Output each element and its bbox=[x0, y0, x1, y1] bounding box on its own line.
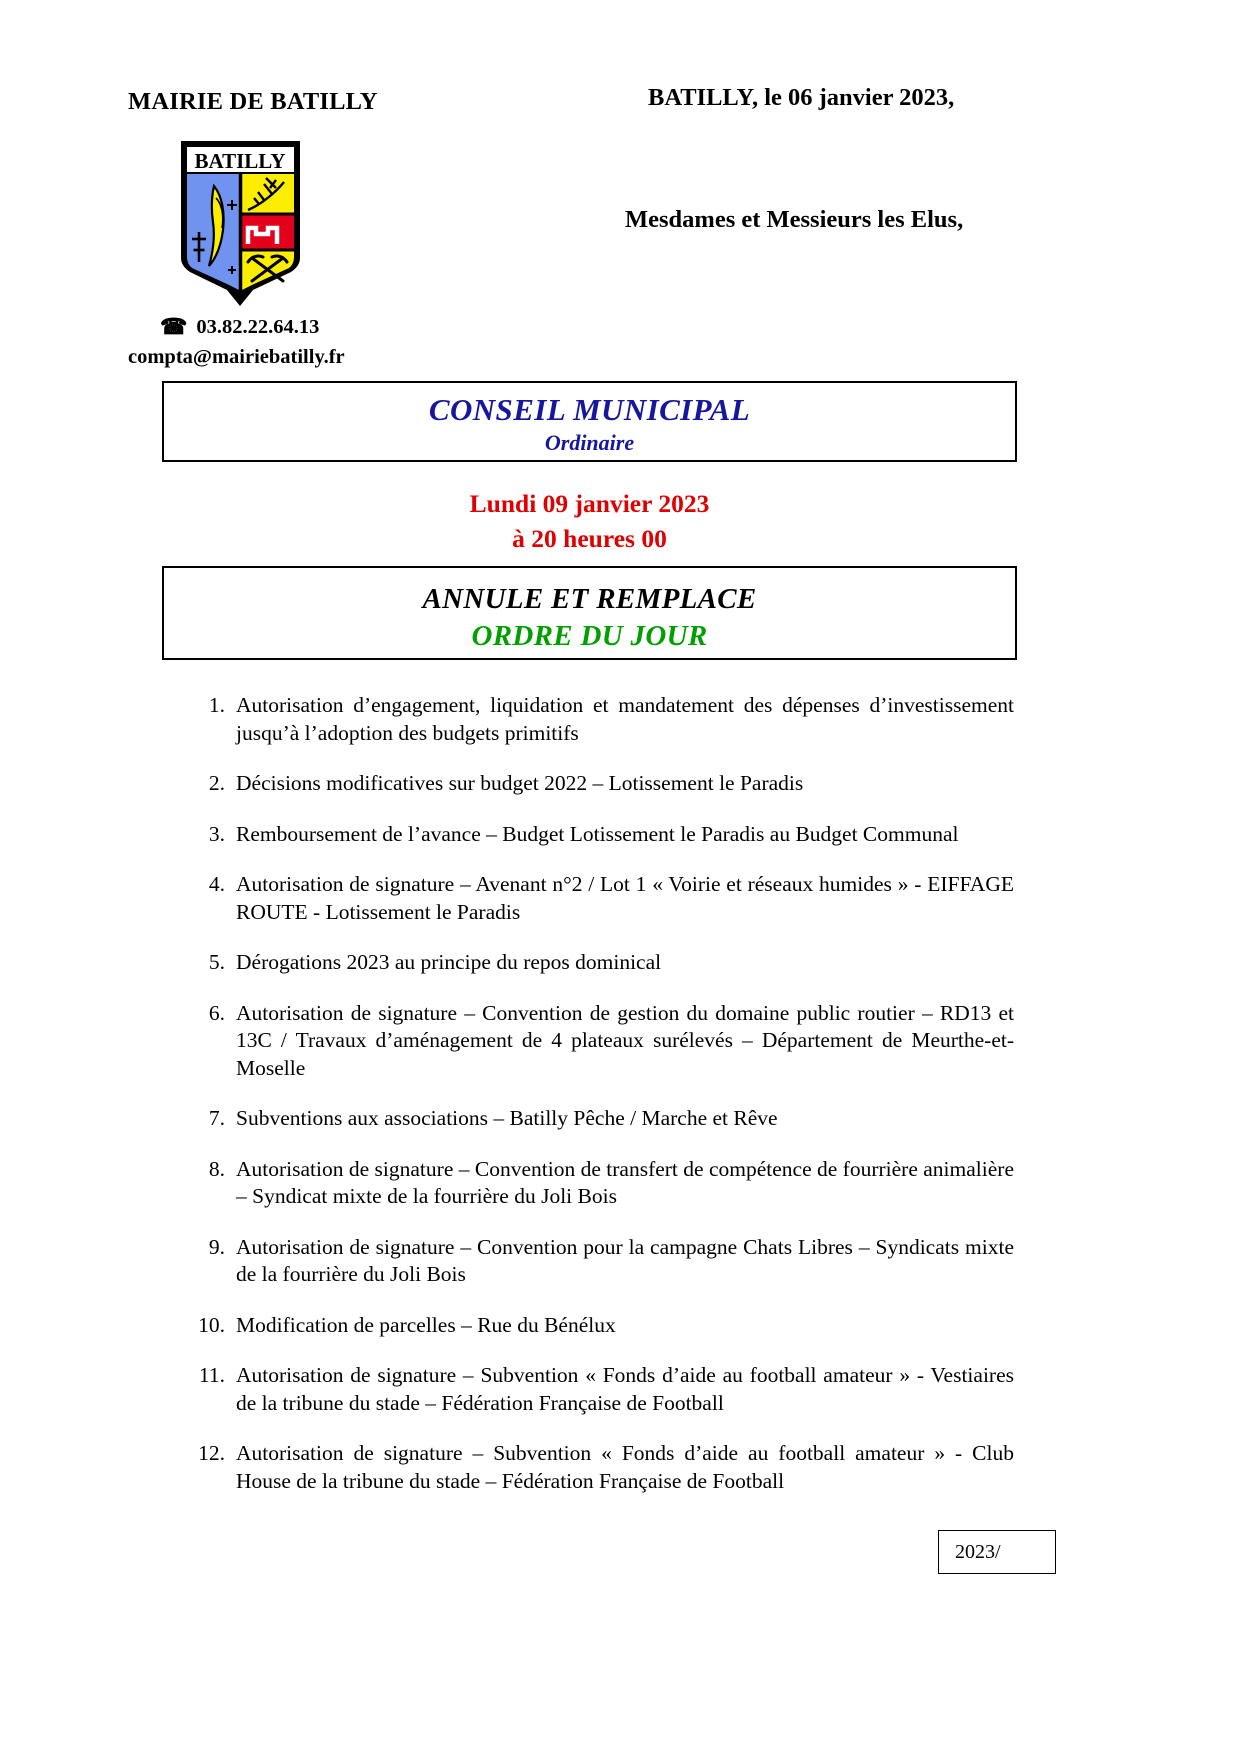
list-item-number: 5. bbox=[208, 950, 225, 975]
list-item bbox=[196, 871, 1014, 926]
list-item-text: Autorisation de signature – Convention de gestion du domaine public routier – RD13 et 13C / Travaux d’aménagement de 4 plateaux surélevés – Département de Meurthe-et-Moselle bbox=[236, 1000, 1014, 1080]
footer-reference-text: 2023/ bbox=[955, 1540, 1001, 1563]
list-item-text: Autorisation de signature – Convention pour la campagne Chats Libres – Syndicats mixte de la fourrière du Joli Bois bbox=[236, 1234, 1014, 1287]
list-item-number: 9. bbox=[208, 1234, 225, 1259]
list-item-number: 8. bbox=[208, 1156, 225, 1181]
svg-text:BATILLY: BATILLY bbox=[194, 149, 286, 173]
list-item-text: Subventions aux associations – Batilly Pêche / Marche et Rêve bbox=[236, 1106, 778, 1131]
footer-reference-box bbox=[938, 1530, 1056, 1574]
conseil-municipal-box bbox=[162, 381, 1017, 462]
list-item bbox=[196, 1000, 1014, 1083]
ordre-du-jour-title: ORDRE DU JOUR bbox=[471, 619, 708, 652]
mairie-title: MAIRIE DE BATILLY bbox=[128, 88, 378, 115]
salutation-line: Mesdames et Messieurs les Elus, bbox=[625, 206, 964, 233]
list-item-number: 12. bbox=[198, 1441, 225, 1466]
email-address[interactable]: compta@mairiebatilly.fr bbox=[128, 346, 345, 368]
list-item-text: Modification de parcelles – Rue du Bénélux bbox=[236, 1312, 616, 1337]
list-item bbox=[196, 1440, 1014, 1495]
agenda-list bbox=[196, 692, 1014, 1518]
annule-remplace-title: ANNULE ET REMPLACE bbox=[422, 583, 757, 615]
list-item-number: 4. bbox=[208, 872, 225, 897]
list-item bbox=[196, 770, 1014, 798]
batilly-coat-of-arms bbox=[178, 138, 303, 310]
list-item-number: 1. bbox=[208, 693, 225, 717]
list-item-number: 11. bbox=[198, 1363, 225, 1388]
list-item bbox=[196, 821, 1014, 849]
list-item-text: Autorisation de signature – Subvention « Fonds d’aide au football amateur » - Club House de la tribune du stade – Fédération Française de Football bbox=[236, 1441, 1014, 1493]
meeting-date: Lundi 09 janvier 2023 bbox=[469, 489, 710, 518]
list-item-text: Autorisation de signature – Convention de transfert de compétence de fourrière animalière – Syndicat mixte de la fourrière du Joli Bois bbox=[236, 1156, 1014, 1209]
list-item-number: 6. bbox=[208, 1000, 225, 1025]
list-item-text: Dérogations 2023 au principe du repos dominical bbox=[236, 950, 662, 975]
list-item-number: 10. bbox=[198, 1312, 225, 1337]
list-item-number: 7. bbox=[208, 1106, 225, 1131]
meeting-time: à 20 heures 00 bbox=[512, 524, 667, 554]
list-item-text: Remboursement de l’avance – Budget Lotissement le Paradis au Budget Communal bbox=[236, 821, 959, 846]
list-item-text: Autorisation de signature – Avenant n°2 / Lot 1 « Voirie et réseaux humides » - EIFFAGE ROUTE - Lotissement le Paradis bbox=[236, 872, 1014, 924]
list-item-number: 2. bbox=[208, 771, 225, 796]
telephone-icon: ☎ bbox=[160, 313, 188, 339]
document-header bbox=[0, 84, 1240, 388]
conseil-municipal-title: CONSEIL MUNICIPAL bbox=[428, 392, 751, 427]
list-item bbox=[196, 949, 1014, 977]
annule-remplace-box bbox=[162, 566, 1017, 660]
list-item-text: Autorisation de signature – Subvention « Fonds d’aide au football amateur » - Vestiaires de la tribune du stade – Fédération Française de Football bbox=[236, 1363, 1014, 1415]
meeting-datetime bbox=[162, 486, 1017, 556]
list-item bbox=[196, 1312, 1014, 1340]
document-date-line: BATILLY, le 06 janvier 2023, bbox=[648, 84, 955, 111]
conseil-municipal-subtitle: Ordinaire bbox=[544, 429, 635, 455]
phone-line bbox=[160, 313, 320, 339]
list-item bbox=[196, 1362, 1014, 1417]
list-item bbox=[196, 692, 1014, 747]
list-item bbox=[196, 1234, 1014, 1289]
list-item-number: 3. bbox=[208, 821, 225, 846]
list-item-text: Autorisation d’engagement, liquidation et mandatement des dépenses d’investissement jusqu’à l’adoption des budgets primitifs bbox=[236, 693, 1014, 745]
phone-number: 03.82.22.64.13 bbox=[196, 316, 320, 338]
list-item-text: Décisions modificatives sur budget 2022 – Lotissement le Paradis bbox=[236, 771, 804, 796]
list-item bbox=[196, 1156, 1014, 1211]
list-item bbox=[196, 1105, 1014, 1133]
